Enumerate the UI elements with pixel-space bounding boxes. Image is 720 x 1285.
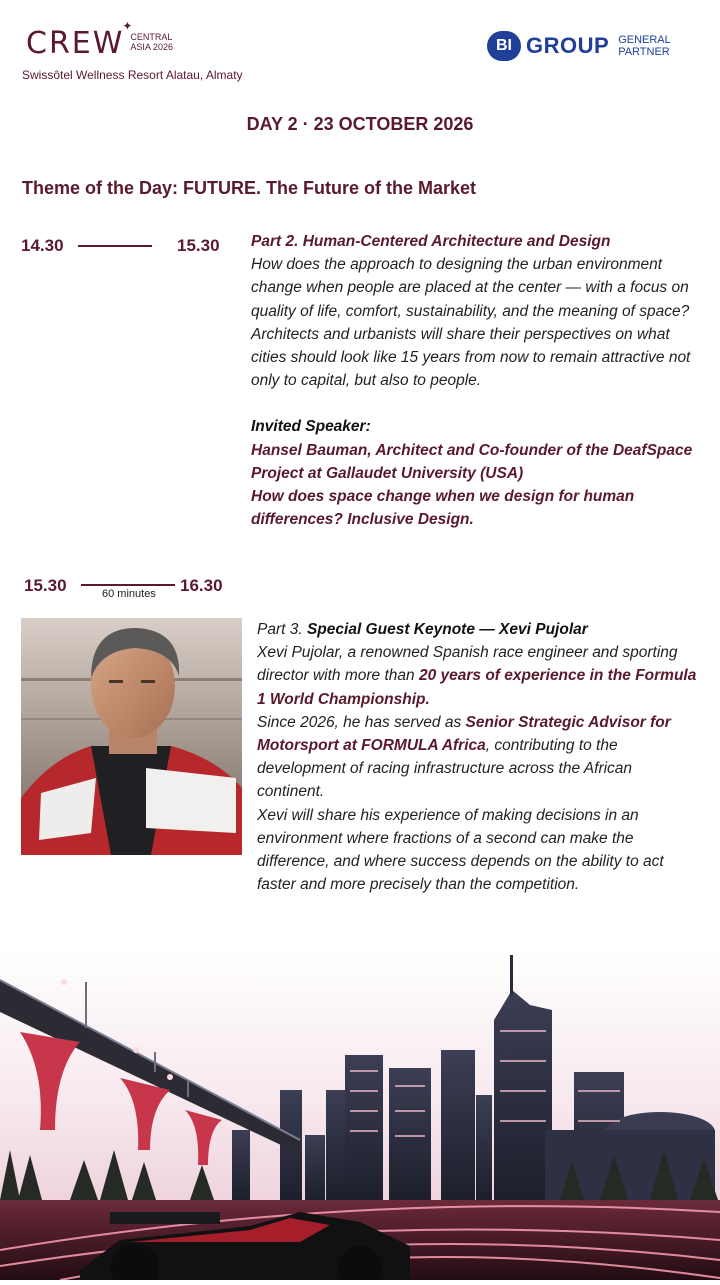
- speaker-label: Invited Speaker:: [251, 418, 371, 436]
- session2-duration: 60 minutes: [102, 588, 156, 600]
- session2-description: [257, 618, 697, 896]
- partner-name: GROUP: [526, 33, 610, 58]
- session1-end-time: 15.30: [177, 236, 220, 255]
- session2-paragraph1: [257, 641, 697, 711]
- session2-paragraph3: Xevi will share his experience of making decisions in an environment where fractions of a second can make the difference, and where success depends on the ability to act faster and more precisely than the competition.: [257, 806, 664, 894]
- skyline-illustration: [0, 950, 720, 1280]
- partner-role-line2: PARTNER: [618, 46, 670, 58]
- partner-logo: [487, 31, 671, 61]
- session1-paragraph1: How does the approach to designing the urban environment change when people are placed at the center — with a focus on quality of life, comfort, sustainability, and the meaning of space?: [251, 256, 690, 320]
- session1-description: [251, 230, 696, 531]
- day-title: DAY 2 · 23 OCTOBER 2026: [246, 114, 474, 134]
- session2-p1-b: 20 years of experience in the Formula 1 World Championship.: [257, 667, 697, 708]
- partner-role: [618, 34, 671, 58]
- session2-start-time: 15.30: [24, 576, 67, 595]
- speaker-topic: How does space change when we design for human differences? Inclusive Design.: [251, 488, 635, 529]
- crew-logo-sub: [122, 19, 173, 52]
- speaker-info: Hansel Bauman, Architect and Co-founder of the DeafSpace Project at Gallaudet University (USA): [251, 441, 693, 482]
- session2-paragraph2: [257, 711, 697, 804]
- session2-part-label: Part 3.: [257, 621, 307, 638]
- sparkle-icon: ✦: [122, 19, 133, 33]
- speaker-photo: [21, 618, 242, 855]
- session1-time-line: [78, 245, 152, 247]
- partner-role-line1: GENERAL: [618, 34, 671, 46]
- session2-p2-b: Senior Strategic Advisor for Motorsport at FORMULA Africa: [257, 713, 671, 755]
- session2-p2-a: Since 2026, he has served as: [257, 713, 466, 731]
- session2-title: Special Guest Keynote — Xevi Pujolar: [306, 621, 588, 638]
- partner-badge: BI: [487, 31, 521, 61]
- crew-logo-word: CREW: [26, 26, 125, 61]
- venue-text: Swissôtel Wellness Resort Alatau, Almaty: [22, 68, 243, 82]
- session1-start-time: 14.30: [21, 236, 64, 255]
- session2-time-line: [81, 584, 175, 586]
- theme-title: Theme of the Day: FUTURE. The Future of the Market: [22, 178, 477, 198]
- session2-heading: [257, 618, 697, 641]
- session2-end-time: 16.30: [180, 576, 223, 595]
- session1-paragraph2: Architects and urbanists will share their perspectives on what cities should look like 15 years from now to remain attractive not only to capital, but also to people.: [251, 325, 691, 390]
- session2-p1-a: Xevi Pujolar, a renowned Spanish race engineer and sporting director with more than: [257, 644, 678, 685]
- session2-p2-c: , contributing to the development of racing infrastructure across the African continent.: [257, 737, 633, 801]
- crew-sub-line1: CENTRAL: [130, 32, 173, 42]
- crew-sub-line2: ASIA 2026: [130, 42, 173, 52]
- crew-logo: [26, 19, 173, 64]
- session1-title: Part 2. Human-Centered Architecture and Design: [251, 233, 611, 250]
